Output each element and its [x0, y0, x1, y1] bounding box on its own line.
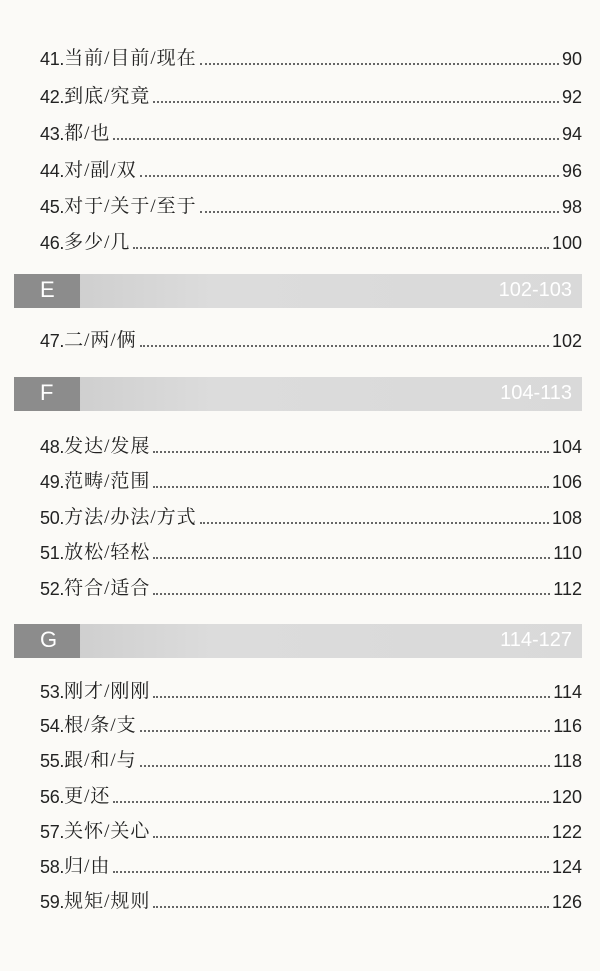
entry-title: 刚才/刚刚: [64, 681, 151, 702]
entry-page-number: 114: [553, 682, 582, 702]
entry-title: 发达/发展: [64, 436, 151, 457]
entry-title: 根/条/支: [64, 715, 137, 736]
entry-title: 对/副/双: [64, 160, 137, 181]
entry-number: 41.: [40, 49, 65, 69]
entry-number: 47.: [40, 331, 65, 351]
section-letter: E: [40, 277, 55, 302]
entry-page-number: 90: [561, 49, 582, 69]
dot-leader: [140, 729, 551, 732]
entry-number: 49.: [40, 472, 65, 492]
entry-title: 放松/轻松: [64, 542, 151, 563]
entry-title: 关怀/关心: [64, 821, 151, 842]
dot-leader: [140, 174, 559, 177]
entry-title: 规矩/规则: [64, 891, 151, 912]
toc-entry[interactable]: [40, 711, 582, 737]
entry-title: 方法/办法/方式: [64, 507, 197, 528]
entry-number: 51.: [40, 543, 65, 563]
toc-entry[interactable]: [40, 746, 582, 772]
entry-title: 多少/几: [64, 232, 131, 253]
entry-title: 都/也: [64, 123, 111, 144]
dot-leader: [153, 905, 549, 908]
entry-number: 52.: [40, 579, 65, 599]
entry-title: 归/由: [64, 856, 111, 877]
toc-entry[interactable]: [40, 503, 582, 529]
toc-entry[interactable]: [40, 82, 582, 108]
section-header-g: [14, 624, 582, 658]
entry-title: 跟/和/与: [64, 750, 137, 771]
toc-entry[interactable]: [40, 677, 582, 703]
dot-leader: [153, 450, 549, 453]
toc-entry[interactable]: [40, 852, 582, 878]
dot-leader: [153, 485, 549, 488]
section-page-range: 102-103: [498, 279, 572, 301]
entry-number: 48.: [40, 437, 65, 457]
entry-number: 46.: [40, 233, 65, 253]
dot-leader: [113, 800, 549, 803]
dot-leader: [153, 556, 550, 559]
dot-leader: [140, 344, 549, 347]
entry-number: 54.: [40, 716, 65, 736]
entry-number: 55.: [40, 751, 65, 771]
entry-page-number: 126: [551, 892, 582, 912]
entry-page-number: 112: [553, 579, 582, 599]
section-header-e: [14, 274, 582, 308]
dot-leader: [153, 695, 550, 698]
dot-leader: [140, 764, 551, 767]
entry-title: 更/还: [64, 786, 111, 807]
dot-leader: [153, 835, 549, 838]
toc-entry[interactable]: [40, 119, 582, 145]
entry-page-number: 94: [561, 124, 582, 144]
section-page-range: 104-113: [500, 382, 572, 404]
toc-entry[interactable]: [40, 574, 582, 600]
toc-entry[interactable]: [40, 156, 582, 182]
entry-title: 二/两/俩: [64, 330, 137, 351]
entry-number: 57.: [40, 822, 65, 842]
entry-title: 到底/究竟: [64, 86, 151, 107]
entry-number: 59.: [40, 892, 65, 912]
dot-leader: [200, 62, 559, 65]
entry-number: 45.: [40, 197, 65, 217]
entry-number: 58.: [40, 857, 65, 877]
dot-leader: [200, 521, 549, 524]
section-letter: F: [40, 380, 54, 405]
entry-title: 范畴/范围: [64, 471, 151, 492]
entry-page-number: 104: [551, 437, 582, 457]
toc-entry[interactable]: [40, 432, 582, 458]
entry-page-number: 124: [551, 857, 582, 877]
toc-entry[interactable]: [40, 887, 582, 913]
toc-entry[interactable]: [40, 228, 582, 254]
section-page-range: 114-127: [500, 629, 572, 651]
entry-page-number: 118: [553, 751, 582, 771]
entry-page-number: 110: [553, 543, 582, 563]
entry-page-number: 98: [561, 197, 582, 217]
entry-page-number: 106: [551, 472, 582, 492]
entry-title: 符合/适合: [64, 578, 151, 599]
dot-leader: [113, 137, 559, 140]
toc-entry[interactable]: [40, 192, 582, 218]
dot-leader: [153, 592, 550, 595]
entry-page-number: 100: [551, 233, 582, 253]
entry-number: 43.: [40, 124, 65, 144]
entry-number: 44.: [40, 161, 65, 181]
entry-number: 53.: [40, 682, 65, 702]
entry-number: 50.: [40, 508, 65, 528]
entry-title: 对于/关于/至于: [64, 196, 197, 217]
dot-leader: [113, 870, 549, 873]
toc-entry[interactable]: [40, 467, 582, 493]
dot-leader: [133, 246, 549, 249]
entry-number: 56.: [40, 787, 65, 807]
entry-page-number: 122: [551, 822, 582, 842]
toc-entry[interactable]: [40, 326, 582, 352]
entry-page-number: 92: [561, 87, 582, 107]
entry-page-number: 96: [561, 161, 582, 181]
entry-page-number: 108: [551, 508, 582, 528]
toc-entry[interactable]: [40, 538, 582, 564]
entry-number: 42.: [40, 87, 65, 107]
toc-entry[interactable]: [40, 817, 582, 843]
section-letter: G: [40, 627, 58, 652]
entry-page-number: 102: [551, 331, 582, 351]
entry-page-number: 116: [553, 716, 582, 736]
dot-leader: [153, 100, 559, 103]
dot-leader: [200, 210, 559, 213]
section-header-f: [14, 377, 582, 411]
entry-page-number: 120: [551, 787, 582, 807]
entry-title: 当前/目前/现在: [64, 48, 197, 69]
toc-entry[interactable]: [40, 782, 582, 808]
toc-entry[interactable]: [40, 44, 582, 70]
